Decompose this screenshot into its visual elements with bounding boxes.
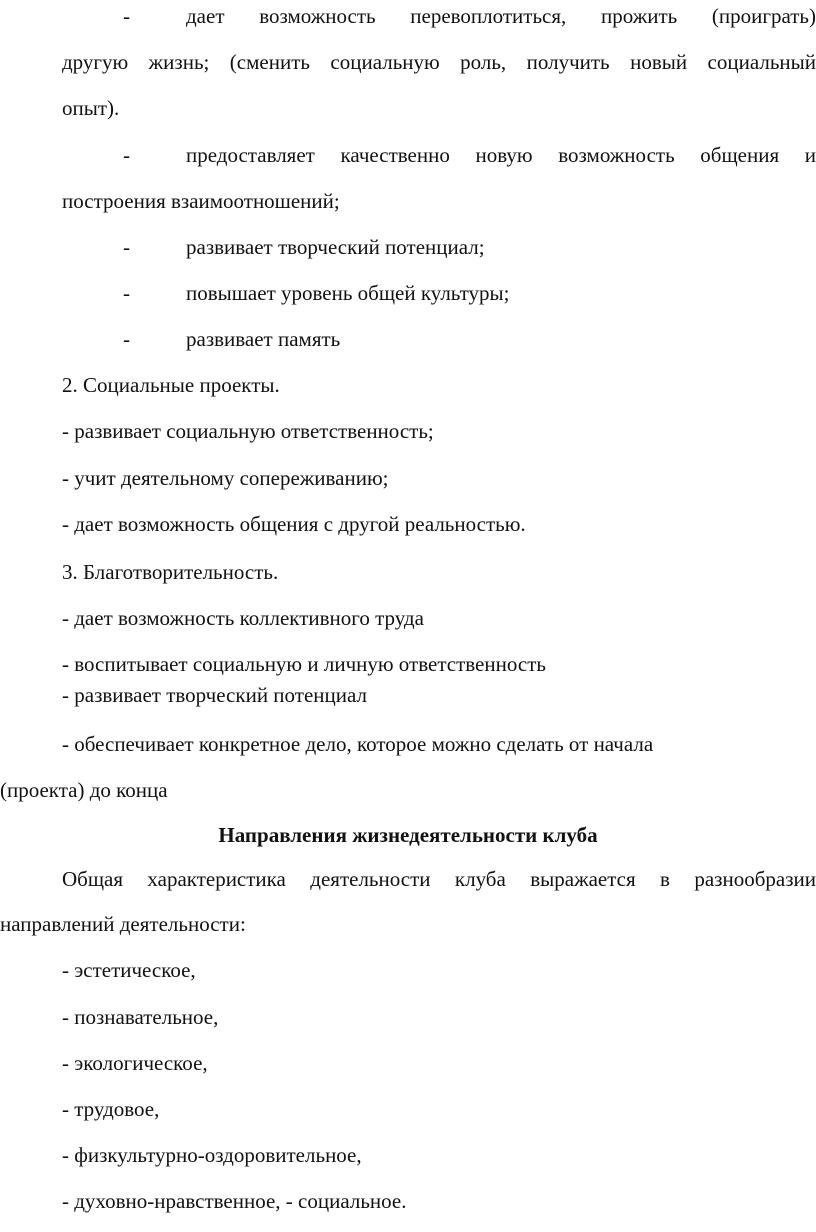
- paragraph-line: направлений деятельности:: [0, 912, 246, 936]
- bullet-continuation: построения взаимоотношений;: [62, 189, 340, 213]
- list-item-continuation: (проекта) до конца: [0, 778, 168, 802]
- bullet-dash: -: [123, 235, 130, 259]
- bullet-text: предоставляет качественно новую возможность общения и: [186, 143, 816, 167]
- bullet-text: развивает память: [186, 327, 341, 351]
- bullet-continuation: другую жизнь; (сменить социальную роль, получить новый социальный: [62, 50, 816, 74]
- list-item: - развивает творческий потенциал: [62, 683, 367, 707]
- list-item: - воспитывает социальную и личную ответственность: [62, 652, 546, 676]
- list-item: - обеспечивает конкретное дело, которое можно сделать от начала: [62, 732, 654, 756]
- list-item: - дает возможность общения с другой реальностью.: [62, 512, 526, 536]
- list-item: - развивает социальную ответственность;: [62, 419, 434, 443]
- list-item: - дает возможность коллективного труда: [62, 606, 424, 630]
- bullet-dash: -: [123, 281, 130, 305]
- list-item: - познавательное,: [62, 1005, 219, 1029]
- list-item: - духовно-нравственное, - социальное.: [62, 1189, 407, 1213]
- list-item: - физкультурно-оздоровительное,: [62, 1143, 362, 1167]
- paragraph-line: Общая характеристика деятельности клуба выражается в разнообразии: [62, 867, 816, 891]
- bullet-continuation: опыт).: [62, 96, 120, 120]
- list-item: - эстетическое,: [62, 958, 196, 982]
- bullet-dash: -: [123, 327, 130, 351]
- list-item: - учит деятельному сопереживанию;: [62, 466, 389, 490]
- list-item: - трудовое,: [62, 1097, 160, 1121]
- section-title: Направления жизнедеятельности клуба: [218, 823, 598, 847]
- section-heading: 2. Социальные проекты.: [62, 373, 280, 397]
- bullet-text: дает возможность перевоплотиться, прожить (проиграть): [186, 4, 816, 28]
- bullet-text: повышает уровень общей культуры;: [186, 281, 510, 305]
- section-heading: 3. Благотворительность.: [62, 560, 279, 584]
- bullet-dash: -: [123, 143, 130, 167]
- bullet-text: развивает творческий потенциал;: [186, 235, 485, 259]
- list-item: - экологическое,: [62, 1051, 208, 1075]
- bullet-dash: -: [123, 4, 130, 28]
